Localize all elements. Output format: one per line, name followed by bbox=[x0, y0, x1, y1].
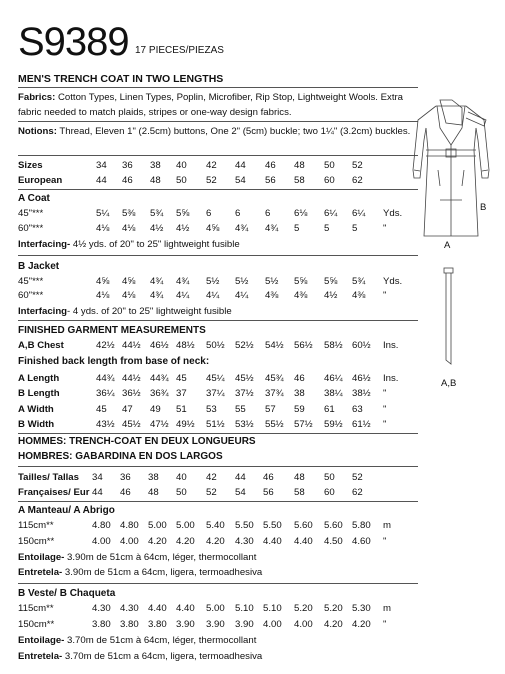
european-size-row-value: 60 bbox=[324, 175, 335, 186]
b-length-row-value: 38½ bbox=[352, 388, 371, 399]
entretela-label: Entretela- bbox=[18, 651, 63, 662]
veste-150-row-value: 4.20 bbox=[324, 619, 343, 630]
manteau-150-row-label: 150cm** bbox=[18, 536, 55, 547]
manteau-150-row-unit: " bbox=[383, 536, 387, 547]
veste-150-row-value: 4.00 bbox=[263, 619, 282, 630]
manteau-115-row-label: 115cm** bbox=[18, 520, 54, 531]
b-width-row-value: 47½ bbox=[150, 419, 169, 430]
manteau-150-row-value: 4.00 bbox=[120, 536, 139, 547]
jacket-45-row-value: 4¾ bbox=[176, 276, 190, 287]
a-width-row-label: A Width bbox=[18, 404, 54, 415]
veste-150-row-label: 150cm** bbox=[18, 619, 55, 630]
manteau-115-row-value: 5.50 bbox=[235, 520, 254, 531]
b-width-row-value: 55½ bbox=[265, 419, 284, 430]
b-width-row-value: 49½ bbox=[176, 419, 195, 430]
jacket-45-row-unit: Yds. bbox=[383, 276, 403, 287]
coat-45-row-value: 5⅝ bbox=[176, 208, 190, 219]
chest-row-value: 48½ bbox=[176, 340, 195, 351]
veste-entretela bbox=[18, 651, 262, 663]
metric-size-row-value: 40 bbox=[176, 472, 187, 483]
entretela-label: Entretela- bbox=[18, 567, 63, 578]
manteau-150-row-value: 4.20 bbox=[176, 536, 195, 547]
manteau-150-row-value: 4.60 bbox=[352, 536, 371, 547]
metric-european-row-value: 54 bbox=[235, 487, 246, 498]
veste-115-row-value: 5.10 bbox=[235, 603, 254, 614]
veste-entoilage bbox=[18, 635, 256, 647]
manteau-150-row-value: 4.40 bbox=[294, 536, 313, 547]
coat-45-row-value: 6¼ bbox=[352, 208, 366, 219]
european-size-row-value: 56 bbox=[265, 175, 276, 186]
a-width-row-value: 47 bbox=[122, 404, 133, 415]
a-width-row-value: 61 bbox=[324, 404, 335, 415]
a-length-row-value: 46 bbox=[294, 373, 305, 384]
metric-size-row-value: 48 bbox=[294, 472, 305, 483]
veste-heading: B Veste/ B Chaqueta bbox=[18, 588, 116, 599]
coat-45-row-value: 5¼ bbox=[96, 208, 110, 219]
metric-european-row-value: 60 bbox=[324, 487, 335, 498]
b-length-row-unit: " bbox=[383, 388, 387, 399]
chest-row-value: 50½ bbox=[206, 340, 225, 351]
manteau-115-row-value: 5.80 bbox=[352, 520, 371, 531]
entoilage-label: Entoilage- bbox=[18, 635, 65, 646]
jacket-60-row-value: 4⅛ bbox=[122, 290, 136, 301]
european-size-row-value: 50 bbox=[176, 175, 187, 186]
b-width-row-value: 43½ bbox=[96, 419, 115, 430]
veste-150-row-value: 3.90 bbox=[176, 619, 195, 630]
veste-150-row-value: 3.90 bbox=[206, 619, 225, 630]
european-size-row-value: 46 bbox=[122, 175, 133, 186]
coat-45-row-value: 6⅛ bbox=[294, 208, 308, 219]
size-row-value: 46 bbox=[265, 160, 276, 171]
a-length-row-value: 45¼ bbox=[206, 373, 225, 384]
jacket-45-row-value: 5⅝ bbox=[294, 276, 308, 287]
european-size-row-value: 52 bbox=[206, 175, 217, 186]
jacket-60-row-value: 4⅜ bbox=[352, 290, 366, 301]
jacket-interfacing bbox=[18, 306, 232, 318]
coat-60-row-value: 4¾ bbox=[235, 223, 249, 234]
b-width-row-label: B Width bbox=[18, 419, 55, 430]
jacket-45-row-value: 4⅝ bbox=[96, 276, 110, 287]
veste-150-row-value: 4.00 bbox=[294, 619, 313, 630]
european-size-row-value: 62 bbox=[352, 175, 363, 186]
jacket-60-row-value: 4¼ bbox=[235, 290, 249, 301]
metric-european-row-value: 48 bbox=[148, 487, 159, 498]
chest-row-unit: Ins. bbox=[383, 340, 399, 351]
size-row-value: 40 bbox=[176, 160, 187, 171]
trench-coat-drawing bbox=[413, 100, 489, 236]
pattern-number: S9389 bbox=[18, 20, 129, 64]
coat-60-row-unit: " bbox=[383, 223, 387, 234]
coat-60-row-value: 4¾ bbox=[265, 223, 279, 234]
metric-european-row-value: 52 bbox=[206, 487, 217, 498]
metric-european-row-value: 46 bbox=[120, 487, 131, 498]
divider bbox=[18, 255, 418, 256]
veste-115-row-value: 4.30 bbox=[92, 603, 111, 614]
jacket-60-row-value: 4⅛ bbox=[96, 290, 110, 301]
metric-size-row-value: 36 bbox=[120, 472, 131, 483]
figure-label-a: A bbox=[444, 240, 451, 251]
jacket-45-row-value: 4⅝ bbox=[122, 276, 136, 287]
veste-115-row-value: 4.40 bbox=[148, 603, 167, 614]
jacket-60-row-value: 4¼ bbox=[206, 290, 220, 301]
jacket-60-row-value: 4¾ bbox=[150, 290, 164, 301]
b-width-row-value: 57½ bbox=[294, 419, 313, 430]
metric-european-row-value: 62 bbox=[352, 487, 363, 498]
b-length-row-value: 37 bbox=[176, 388, 187, 399]
divider bbox=[18, 189, 418, 190]
a-length-row-value: 46¼ bbox=[324, 373, 343, 384]
veste-150-row-value: 3.80 bbox=[92, 619, 111, 630]
size-row-value: 48 bbox=[294, 160, 305, 171]
belt-drawing bbox=[444, 268, 453, 364]
b-width-row-value: 51½ bbox=[206, 419, 225, 430]
coat-45-row-value: 6 bbox=[235, 208, 241, 219]
b-width-row-value: 53½ bbox=[235, 419, 254, 430]
manteau-115-row-value: 5.00 bbox=[176, 520, 195, 531]
manteau-115-row-value: 5.00 bbox=[148, 520, 167, 531]
b-length-row-value: 36¼ bbox=[96, 388, 115, 399]
b-length-row-label: B Length bbox=[18, 388, 60, 399]
manteau-115-row-value: 4.80 bbox=[92, 520, 111, 531]
divider bbox=[18, 583, 418, 584]
metric-european-row-value: 50 bbox=[176, 487, 187, 498]
chest-row-value: 54½ bbox=[265, 340, 284, 351]
divider bbox=[18, 466, 418, 467]
b-length-row-value: 37½ bbox=[235, 388, 254, 399]
manteau-115-row-value: 4.80 bbox=[120, 520, 139, 531]
b-length-row-value: 38 bbox=[294, 388, 305, 399]
jacket-60-row-label: 60"*** bbox=[18, 290, 44, 301]
size-row-value: 42 bbox=[206, 160, 217, 171]
metric-european-row-value: 56 bbox=[263, 487, 274, 498]
metric-size-row-value: 44 bbox=[235, 472, 246, 483]
european-size-row-value: 48 bbox=[150, 175, 161, 186]
manteau-150-row-value: 4.50 bbox=[324, 536, 343, 547]
jacket-45-row-value: 5⅝ bbox=[324, 276, 338, 287]
manteau-115-row-value: 5.50 bbox=[263, 520, 282, 531]
coat-heading: A Coat bbox=[18, 193, 50, 204]
a-length-row-unit: Ins. bbox=[383, 373, 399, 384]
b-width-row-value: 59½ bbox=[324, 419, 343, 430]
notions-text: Thread, Eleven 1" (2.5cm) buttons, One 2" (5cm) buckle; two 1¼" (3.2cm) buckles. bbox=[59, 126, 411, 137]
b-length-row-value: 38¼ bbox=[324, 388, 343, 399]
coat-45-row-value: 6¼ bbox=[324, 208, 338, 219]
manteau-115-row-value: 5.60 bbox=[294, 520, 313, 531]
b-length-row-value: 37¾ bbox=[265, 388, 284, 399]
coat-60-row-label: 60"*** bbox=[18, 223, 44, 234]
jacket-45-row-value: 5½ bbox=[265, 276, 279, 287]
a-length-row-value: 45¾ bbox=[265, 373, 284, 384]
jacket-45-row-label: 45"*** bbox=[18, 276, 44, 287]
coat-60-row-value: 5 bbox=[352, 223, 358, 234]
divider bbox=[18, 320, 418, 321]
divider bbox=[18, 501, 418, 502]
chest-row-value: 44½ bbox=[122, 340, 141, 351]
a-width-row-value: 59 bbox=[294, 404, 305, 415]
a-length-row-value: 45½ bbox=[235, 373, 254, 384]
size-row-value: 36 bbox=[122, 160, 133, 171]
veste-150-row-value: 3.90 bbox=[235, 619, 254, 630]
french-heading: HOMMES: TRENCH-COAT EN DEUX LONGUEURS bbox=[18, 436, 256, 447]
size-row-value: 34 bbox=[96, 160, 107, 171]
entoilage-text: 3.90m de 51cm à 64cm, léger, thermocollant bbox=[67, 552, 257, 563]
european-size-row-label: European bbox=[18, 175, 63, 186]
manteau-entoilage bbox=[18, 552, 256, 564]
manteau-150-row-value: 4.20 bbox=[148, 536, 167, 547]
a-width-row-value: 63 bbox=[352, 404, 363, 415]
coat-45-row-unit: Yds. bbox=[383, 208, 403, 219]
european-size-row-value: 54 bbox=[235, 175, 246, 186]
veste-115-row-unit: m bbox=[383, 603, 391, 614]
metric-size-row-label: Tailles/ Tallas bbox=[18, 472, 79, 483]
chest-row-value: 42½ bbox=[96, 340, 115, 351]
manteau-115-row-value: 5.40 bbox=[206, 520, 225, 531]
coat-60-row-value: 4½ bbox=[150, 223, 164, 234]
b-length-row-value: 36¾ bbox=[150, 388, 169, 399]
veste-115-row-value: 5.20 bbox=[324, 603, 343, 614]
a-width-row-value: 53 bbox=[206, 404, 217, 415]
entretela-text: 3.70m de 51cm a 64cm, ligera, termoadhesiva bbox=[64, 651, 263, 662]
coat-60-row-value: 4⅛ bbox=[122, 223, 136, 234]
entoilage-text: 3.70m de 51cm à 64cm, léger, thermocollant bbox=[67, 635, 257, 646]
b-length-row-value: 37¼ bbox=[206, 388, 225, 399]
veste-115-row-value: 4.30 bbox=[120, 603, 139, 614]
coat-60-row-value: 4⅛ bbox=[96, 223, 110, 234]
manteau-150-row-value: 4.30 bbox=[235, 536, 254, 547]
veste-150-row-unit: " bbox=[383, 619, 387, 630]
coat-45-row-value: 5¾ bbox=[150, 208, 164, 219]
jacket-60-row-unit: " bbox=[383, 290, 387, 301]
jacket-heading: B Jacket bbox=[18, 261, 60, 272]
metric-size-row-value: 34 bbox=[92, 472, 103, 483]
manteau-115-row-unit: m bbox=[383, 520, 391, 531]
metric-size-row-value: 42 bbox=[206, 472, 217, 483]
metric-european-row-label: Françaises/ Eur bbox=[18, 487, 90, 498]
jacket-45-row-value: 5½ bbox=[206, 276, 220, 287]
a-length-row-value: 44¾ bbox=[96, 373, 115, 384]
a-width-row-value: 51 bbox=[176, 404, 187, 415]
notions-label: Notions: bbox=[18, 126, 57, 137]
veste-115-row-value: 4.40 bbox=[176, 603, 195, 614]
metric-european-row-value: 44 bbox=[92, 487, 103, 498]
piece-count: 17 PIECES/PIEZAS bbox=[135, 45, 224, 56]
metric-size-row-value: 50 bbox=[324, 472, 335, 483]
a-length-row-value: 46½ bbox=[352, 373, 371, 384]
chest-row-value: 52½ bbox=[235, 340, 254, 351]
a-width-row-value: 57 bbox=[265, 404, 276, 415]
jacket-60-row-value: 4½ bbox=[324, 290, 338, 301]
coat-60-row-value: 5 bbox=[324, 223, 330, 234]
coat-60-row-value: 5 bbox=[294, 223, 300, 234]
veste-115-row-value: 5.20 bbox=[294, 603, 313, 614]
veste-150-row-value: 4.20 bbox=[352, 619, 371, 630]
chest-row-label: A,B Chest bbox=[18, 340, 64, 351]
size-row-value: 44 bbox=[235, 160, 246, 171]
metric-size-row-value: 46 bbox=[263, 472, 274, 483]
veste-115-row-value: 5.30 bbox=[352, 603, 371, 614]
coat-45-row-label: 45"*** bbox=[18, 208, 44, 219]
jacket-45-row-value: 5¾ bbox=[352, 276, 366, 287]
size-row-value: 50 bbox=[324, 160, 335, 171]
a-length-row-value: 45 bbox=[176, 373, 187, 384]
manteau-150-row-value: 4.40 bbox=[263, 536, 282, 547]
figure-label-ab: A,B bbox=[441, 378, 457, 389]
veste-150-row-value: 3.80 bbox=[120, 619, 139, 630]
coat-45-row-value: 5⅜ bbox=[122, 208, 136, 219]
b-width-row-unit: " bbox=[383, 419, 387, 430]
spanish-heading: HOMBRES: GABARDINA EN DOS LARGOS bbox=[18, 451, 223, 462]
jacket-60-row-value: 4⅜ bbox=[294, 290, 308, 301]
b-width-row-value: 61½ bbox=[352, 419, 371, 430]
jacket-interfacing-text: - 4 yds. of 20" to 25" lightweight fusible bbox=[67, 306, 232, 317]
manteau-entretela bbox=[18, 567, 262, 579]
a-length-row-value: 44½ bbox=[122, 373, 141, 384]
size-row-value: 38 bbox=[150, 160, 161, 171]
coat-45-row-value: 6 bbox=[206, 208, 212, 219]
coat-interfacing-text: 4½ yds. of 20" to 25" lightweight fusible bbox=[72, 239, 240, 250]
chest-row-value: 46½ bbox=[150, 340, 169, 351]
fabrics-label: Fabrics: bbox=[18, 92, 56, 103]
a-width-row-value: 45 bbox=[96, 404, 107, 415]
veste-115-row-label: 115cm** bbox=[18, 603, 54, 614]
manteau-150-row-value: 4.00 bbox=[92, 536, 111, 547]
coat-60-row-value: 4½ bbox=[176, 223, 190, 234]
size-row-value: 52 bbox=[352, 160, 363, 171]
veste-115-row-value: 5.00 bbox=[206, 603, 225, 614]
coat-interfacing-label: Interfacing- bbox=[18, 239, 71, 250]
fabrics-text: Cotton Types, Linen Types, Poplin, Microfiber, Rip Stop, Lightweight Wools. Extra fabric needed to match plaids, stripes or one-way design fabrics. bbox=[18, 92, 404, 118]
a-width-row-unit: " bbox=[383, 404, 387, 415]
pattern-title: MEN'S TRENCH COAT IN TWO LENGTHS bbox=[18, 73, 224, 85]
finished-measurements-heading: FINISHED GARMENT MEASUREMENTS bbox=[18, 325, 206, 336]
veste-150-row-value: 3.80 bbox=[148, 619, 167, 630]
jacket-interfacing-label: Interfacing bbox=[18, 306, 68, 317]
a-width-row-value: 49 bbox=[150, 404, 161, 415]
jacket-45-row-value: 5½ bbox=[235, 276, 249, 287]
european-size-row-value: 44 bbox=[96, 175, 107, 186]
b-width-row-value: 45½ bbox=[122, 419, 141, 430]
b-length-row-value: 36½ bbox=[122, 388, 141, 399]
manteau-150-row-value: 4.20 bbox=[206, 536, 225, 547]
chest-row-value: 56½ bbox=[294, 340, 313, 351]
entretela-text: 3.90m de 51cm a 64cm, ligera, termoadhesiva bbox=[64, 567, 263, 578]
manteau-115-row-value: 5.60 bbox=[324, 520, 343, 531]
coat-interfacing bbox=[18, 239, 240, 251]
coat-45-row-value: 6 bbox=[265, 208, 271, 219]
divider bbox=[18, 433, 418, 434]
jacket-60-row-value: 4⅜ bbox=[265, 290, 279, 301]
back-length-heading: Finished back length from base of neck: bbox=[18, 356, 210, 367]
metric-size-row-value: 38 bbox=[148, 472, 159, 483]
manteau-heading: A Manteau/ A Abrigo bbox=[18, 505, 115, 516]
jacket-60-row-value: 4¼ bbox=[176, 290, 190, 301]
a-length-row-label: A Length bbox=[18, 373, 60, 384]
a-length-row-value: 44¾ bbox=[150, 373, 169, 384]
metric-size-row-value: 52 bbox=[352, 472, 363, 483]
european-size-row-value: 58 bbox=[294, 175, 305, 186]
chest-row-value: 58½ bbox=[324, 340, 343, 351]
coat-60-row-value: 4⅝ bbox=[206, 223, 220, 234]
metric-european-row-value: 58 bbox=[294, 487, 305, 498]
a-width-row-value: 55 bbox=[235, 404, 246, 415]
veste-115-row-value: 5.10 bbox=[263, 603, 282, 614]
jacket-45-row-value: 4¾ bbox=[150, 276, 164, 287]
chest-row-value: 60½ bbox=[352, 340, 371, 351]
size-row-label: Sizes bbox=[18, 160, 43, 171]
figure-label-b: B bbox=[480, 202, 487, 213]
entoilage-label: Entoilage- bbox=[18, 552, 65, 563]
